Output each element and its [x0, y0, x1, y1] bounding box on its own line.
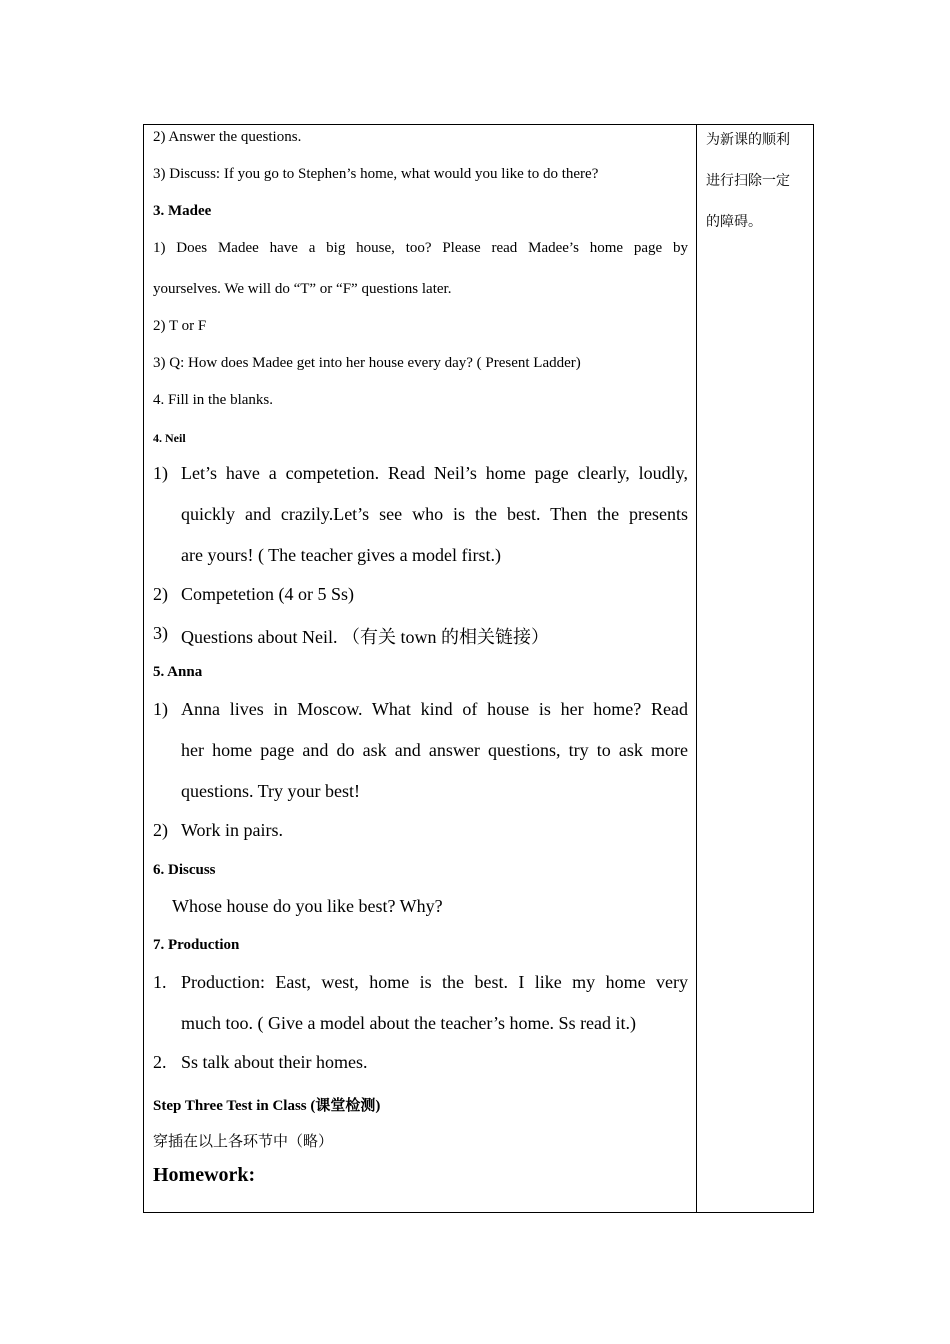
madee-item-1a: 1) Does Madee have a big house, too? Please read Madee’s home page by: [153, 240, 688, 256]
list-number: 1): [153, 699, 168, 719]
discuss-heading: 6. Discuss: [153, 862, 216, 878]
neil-item-1: [153, 463, 688, 487]
homework-heading: Homework:: [153, 1164, 256, 1186]
side-note-line-3: 的障碍。: [706, 215, 762, 230]
discuss-text: Whose house do you like best? Why?: [172, 896, 443, 916]
lesson-plan-table: [143, 124, 814, 1213]
production-item-2-text: Ss talk about their homes.: [181, 1052, 368, 1072]
list-number: 2): [153, 820, 168, 840]
list-number: 2): [153, 584, 168, 604]
list-number: 1): [153, 463, 168, 483]
neil-item-3-text: Questions about Neil. （有关 town 的相关链接）: [181, 627, 549, 647]
production-item-1: [153, 972, 688, 996]
madee-item-3: 3) Q: How does Madee get into her house every day? ( Present Ladder): [153, 355, 581, 371]
neil-item-1c: are yours! ( The teacher gives a model first.): [181, 545, 502, 565]
neil-item-1b: quickly and crazily.Let’s see who is the best. Then the presents: [181, 504, 688, 524]
anna-item-2-text: Work in pairs.: [181, 820, 284, 840]
madee-item-1b: yourselves. We will do “T” or “F” questions later.: [153, 281, 452, 297]
anna-item-1b: her home page and do ask and answer questions, try to ask more: [181, 740, 688, 760]
anna-heading: 5. Anna: [153, 664, 203, 680]
production-item-1a: Production: East, west, home is the best. I like my home very: [181, 972, 688, 992]
anna-item-1: [153, 699, 688, 723]
step-three-note: 穿插在以上各环节中（略）: [153, 1134, 334, 1150]
column-divider: [696, 125, 697, 1212]
list-number: 1.: [153, 972, 167, 992]
side-note-line-2: 进行扫除一定: [706, 174, 790, 189]
production-item-1b: much too. ( Give a model about the teacher’s home. Ss read it.): [181, 1013, 637, 1033]
discuss-stephen-line: 3) Discuss: If you go to Stephen’s home, what would you like to do there?: [153, 166, 599, 182]
production-item-2: [153, 1052, 688, 1076]
side-note-line-1: 为新课的顺利: [706, 133, 790, 148]
fill-blanks-line: 4. Fill in the blanks.: [153, 392, 273, 408]
anna-item-2: [153, 820, 688, 844]
anna-item-1c: questions. Try your best!: [181, 781, 361, 801]
answer-questions-line: 2) Answer the questions.: [153, 129, 302, 145]
neil-item-1a: Let’s have a competetion. Read Neil’s home page clearly, loudly,: [181, 463, 688, 483]
madee-item-2: 2) T or F: [153, 318, 207, 334]
neil-item-2: [153, 584, 688, 608]
madee-heading: 3. Madee: [153, 203, 212, 219]
step-three-heading: Step Three Test in Class (课堂检测): [153, 1098, 381, 1114]
anna-item-1a: Anna lives in Moscow. What kind of house is her home? Read: [181, 699, 688, 719]
neil-item-3: [153, 623, 688, 647]
list-number: 3): [153, 623, 168, 643]
neil-heading: 4. Neil: [153, 431, 186, 445]
production-heading: 7. Production: [153, 937, 240, 953]
neil-item-2-text: Competetion (4 or 5 Ss): [181, 584, 354, 604]
list-number: 2.: [153, 1052, 167, 1072]
